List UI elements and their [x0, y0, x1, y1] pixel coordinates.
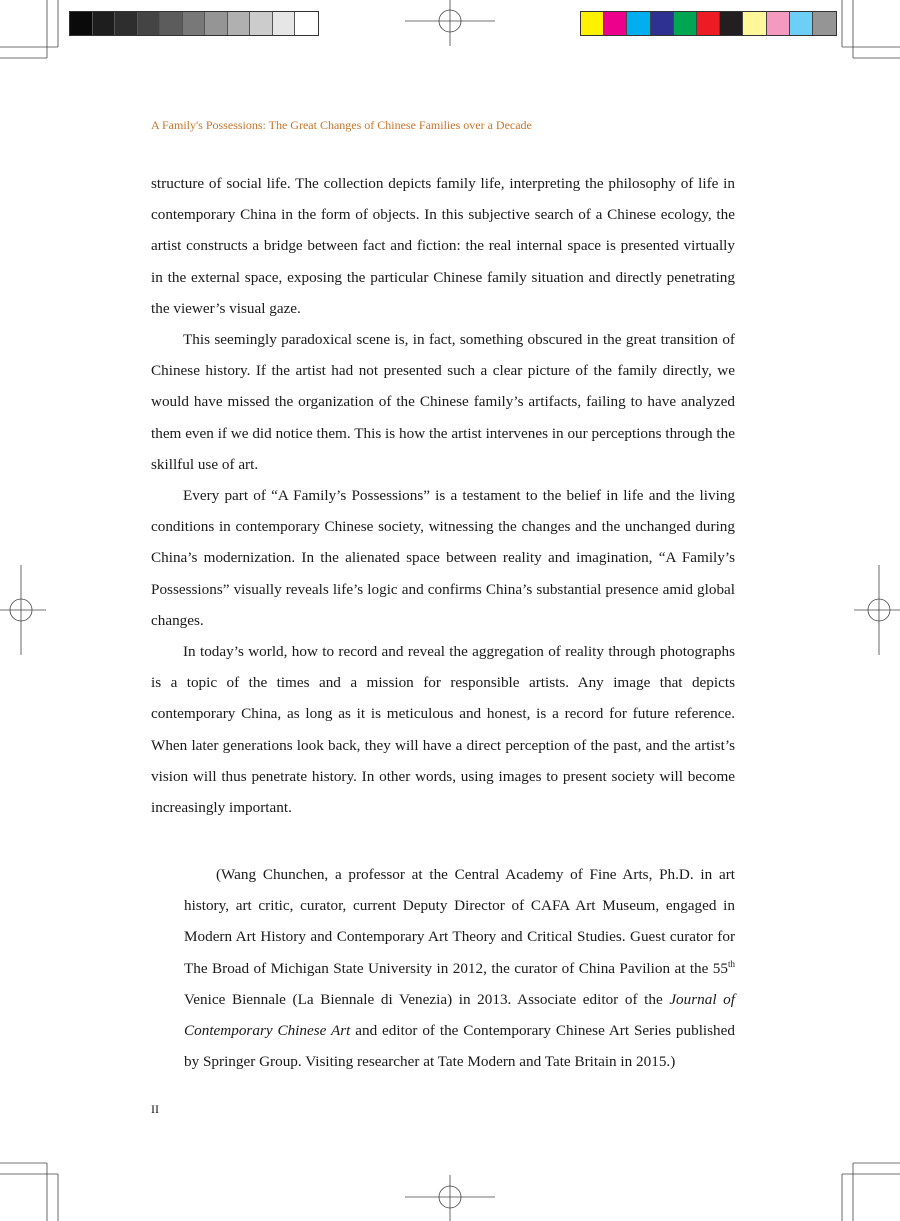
- color-swatch: [674, 12, 697, 35]
- color-swatch: [70, 12, 93, 35]
- registration-mark-left: [0, 565, 46, 655]
- paragraph-continued: structure of social life. The collection depicts family life, interpreting the philosophy of life in contemporary China in the form of objects. In this subjective search of a Chinese ecology, the artist constructs a bridge between fact and fiction: the real internal space is presented virtually in the external space, exposing the particular Chinese family situation and directly penetrating the viewer’s visual gaze.: [151, 175, 735, 317]
- bio-text: Venice Biennale (La Biennale di Venezia) in 2013. Associate editor of the: [184, 990, 670, 1008]
- color-swatch: [160, 12, 183, 35]
- journal-title: Journal of Contemporary Chinese Art: [184, 990, 735, 1040]
- color-swatch: [183, 12, 206, 35]
- color-swatch: [813, 12, 836, 35]
- paragraph: This seemingly paradoxical scene is, in fact, something obscured in the great transition of Chinese history. If the artist had not presented such a clear picture of the family directly, we would have missed the organization of the Chinese family’s artifacts, failing to have analyzed them even if we did notice them. This is how the artist intervenes in our perceptions through the skillful use of art.: [151, 331, 735, 473]
- color-swatch: [273, 12, 296, 35]
- color-swatch: [604, 12, 627, 35]
- ordinal-superscript: th: [727, 958, 735, 969]
- grayscale-color-bar: [69, 11, 319, 36]
- color-swatch: [627, 12, 650, 35]
- registration-mark-top: [405, 0, 495, 46]
- color-swatch: [115, 12, 138, 35]
- bio-text: (Wang Chunchen, a professor at the Central Academy of Fine Arts, Ph.D. in art history, art critic, curator, current Deputy Director of CAFA Art Museum, engaged in Modern Art History and Contemporary Art Theory and Critical Studies. Guest curator for The Broad of Michigan State University in 2012, the curator of China Pavilion at the 55: [184, 866, 735, 977]
- bio-text: and editor of the Contemporary Chinese Art Series published by Springer Group. Visiting researcher at Tate Modern and Tate Britain in 2015.): [184, 1022, 735, 1071]
- paragraph: Every part of “A Family’s Possessions” is a testament to the belief in life and the living conditions in contemporary Chinese society, witnessing the changes and the unchanged during China’s modernization. In the alienated space between reality and imagination, “A Family’s Possessions” visually reveals life’s logic and confirms China’s substantial presence amid global changes.: [151, 487, 735, 629]
- process-color-bar: [580, 11, 837, 36]
- author-bio-paragraph: [184, 859, 735, 1077]
- body-text: [151, 168, 735, 823]
- color-swatch: [790, 12, 813, 35]
- color-swatch: [250, 12, 273, 35]
- color-swatch: [138, 12, 161, 35]
- color-swatch: [743, 12, 766, 35]
- color-swatch: [767, 12, 790, 35]
- color-swatch: [295, 12, 318, 35]
- color-swatch: [205, 12, 228, 35]
- color-swatch: [651, 12, 674, 35]
- registration-mark-right: [854, 565, 900, 655]
- author-bio: [184, 859, 735, 1077]
- paragraph: In today’s world, how to record and reveal the aggregation of reality through photographs is a topic of the times and a mission for responsible artists. Any image that depicts contemporary China, as long as it is meticulous and honest, is a record for future reference. When later generations look back, they will have a direct perception of the past, and the artist’s vision will thus penetrate history. In other words, using images to present society will become increasingly important.: [151, 643, 735, 817]
- color-swatch: [228, 12, 251, 35]
- color-swatch: [93, 12, 116, 35]
- registration-mark-bottom: [405, 1175, 495, 1221]
- color-swatch: [581, 12, 604, 35]
- running-head: A Family's Possessions: The Great Changes of Chinese Families over a Decade: [151, 118, 532, 132]
- color-swatch: [720, 12, 743, 35]
- page-number: II: [151, 1102, 159, 1116]
- color-swatch: [697, 12, 720, 35]
